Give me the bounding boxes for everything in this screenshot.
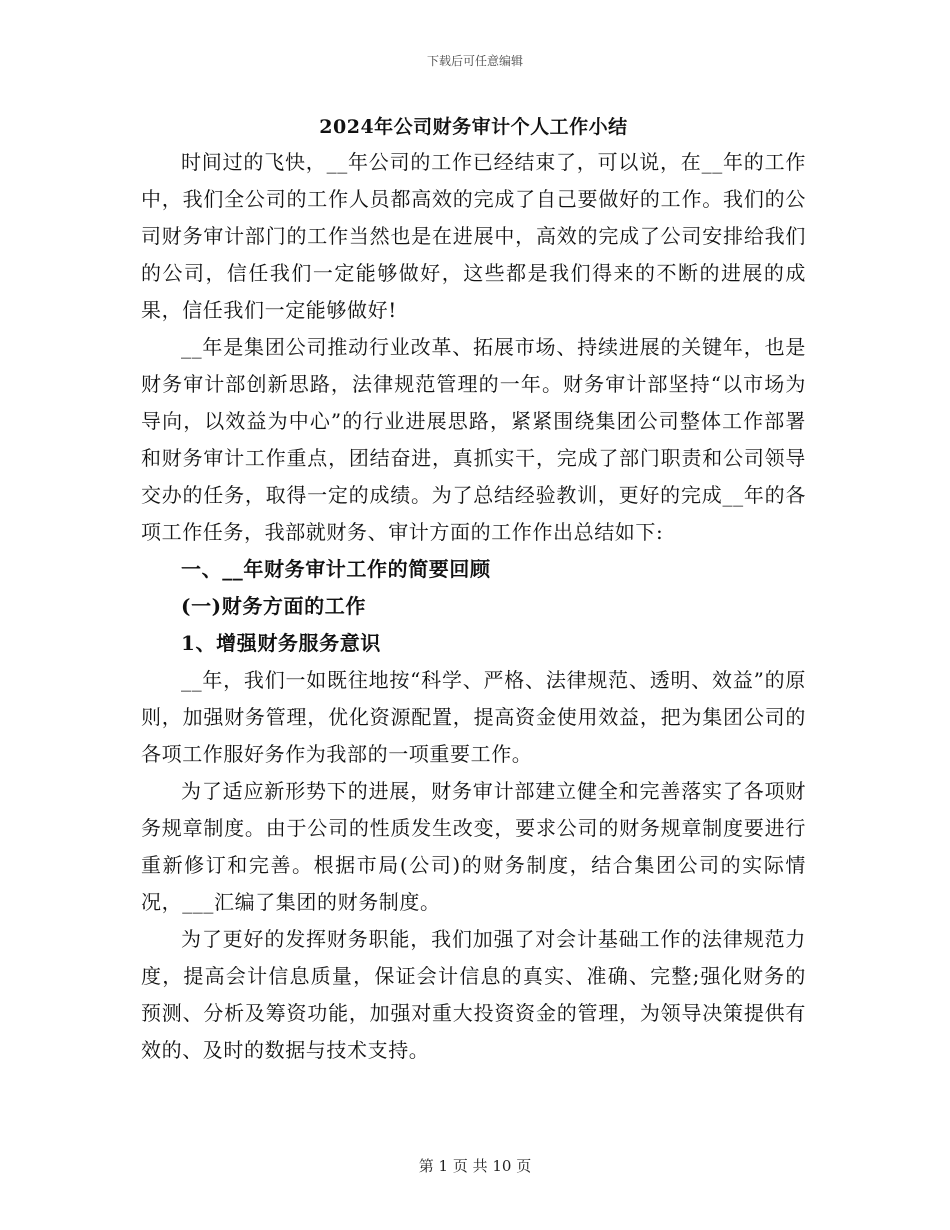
subsection-heading: (一)财务方面的工作 [181,594,366,618]
paragraph-intro: 时间过的飞快，__年公司的工作已经结束了，可以说，在__年的工作中，我们全公司的工作人员都高效的完成了自己要做好的工作。我们的公司财务审计部门的工作当然也是在进展中，高效的完成了公司安排给我们的公司，信任我们一定能够做好，这些都是我们得来的不断的进展的成果，信任我们一定能够做好! [141,150,806,322]
document-title: 2024年公司财务审计个人工作小结 [319,116,628,138]
document-body [141,110,806,1069]
paragraph-overview: __年是集团公司推动行业改革、拓展市场、持续进展的关键年，也是财务审计部创新思路，法律规范管理的一年。财务审计部坚持“以市场为导向，以效益为中心”的行业进展思路，紧紧围绕集团公司整体工作部署和财务审计工作重点，团结奋进，真抓实干，完成了部门职责和公司领导交办的任务，取得一定的成绩。为了总结经验教训，更好的完成__年的各项工作任务，我部就财务、审计方面的工作作出总结如下: [141,335,806,544]
paragraph-regulations: 为了适应新形势下的进展，财务审计部建立健全和完善落实了各项财务规章制度。由于公司的性质发生改变，要求公司的财务规章制度要进行重新修订和完善。根据市局(公司)的财务制度，结合集团公司的实际情况，___汇编了集团的财务制度。 [141,779,806,914]
page-number: 第 1 页 共 10 页 [418,1157,532,1175]
page-header-note: 下载后可任意编辑 [426,54,523,68]
paragraph-principles: __年，我们一如既往地按“科学、严格、法律规范、透明、效益”的原则，加强财务管理，优化资源配置，提高资金使用效益，把为集团公司的各项工作服好务作为我部的一项重要工作。 [141,668,806,766]
paragraph-accounting: 为了更好的发挥财务职能，我们加强了对会计基础工作的法律规范力度，提高会计信息质量，保证会计信息的真实、准确、完整;强化财务的预测、分析及筹资功能，加强对重大投资资金的管理，为领导决策提供有效的、及时的数据与技术支持。 [141,927,806,1062]
section-heading: 一、__年财务审计工作的简要回顾 [181,557,491,581]
item-heading: 1、增强财务服务意识 [181,631,381,655]
